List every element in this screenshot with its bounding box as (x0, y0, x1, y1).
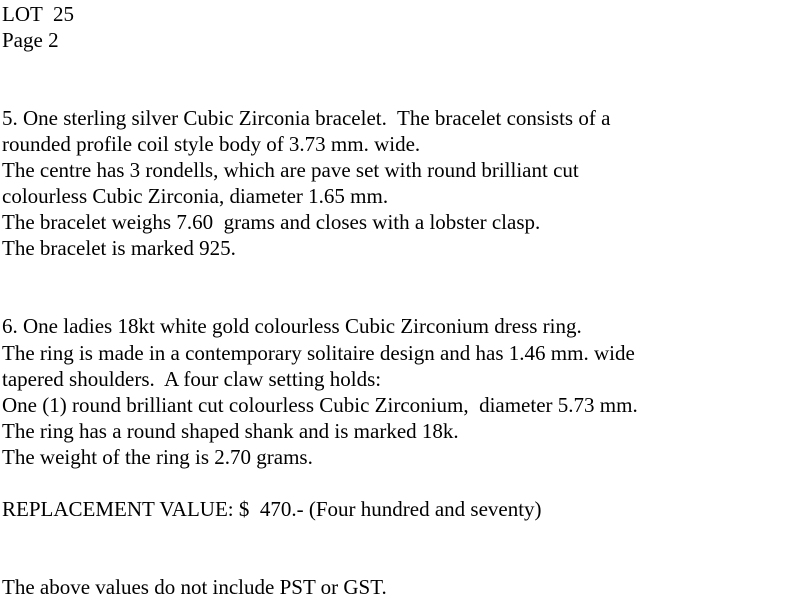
tax-disclaimer: The above values do not include PST or GST. (2, 575, 387, 599)
item-5-line-6: The bracelet is marked 925. (2, 236, 236, 260)
item-5-line-2: rounded profile coil style body of 3.73 mm. wide. (2, 132, 421, 156)
item-5-line-3: The centre has 3 rondells, which are pave set with round brilliant cut (2, 158, 579, 182)
item-6-line-1: 6. One ladies 18kt white gold colourless Cubic Zirconium dress ring. (2, 314, 582, 338)
replacement-value: REPLACEMENT VALUE: $ 470.- (Four hundred and seventy) (2, 497, 542, 521)
item-5-line-1: 5. One sterling silver Cubic Zirconia bracelet. The bracelet consists of a (2, 106, 611, 130)
item-5-line-5: The bracelet weighs 7.60 grams and closes with a lobster clasp. (2, 210, 541, 234)
item-6-line-6: The weight of the ring is 2.70 grams. (2, 445, 313, 469)
item-6-line-2: The ring is made in a contemporary solitaire design and has 1.46 mm. wide (2, 341, 635, 365)
page-number: Page 2 (2, 28, 59, 52)
item-5-line-4: colourless Cubic Zirconia, diameter 1.65 mm. (2, 184, 389, 208)
lot-number: LOT 25 (2, 2, 74, 26)
item-6-line-3: tapered shoulders. A four claw setting holds: (2, 367, 382, 391)
item-6-line-4: One (1) round brilliant cut colourless Cubic Zirconium, diameter 5.73 mm. (2, 393, 638, 417)
item-6-line-5: The ring has a round shaped shank and is marked 18k. (2, 419, 459, 443)
